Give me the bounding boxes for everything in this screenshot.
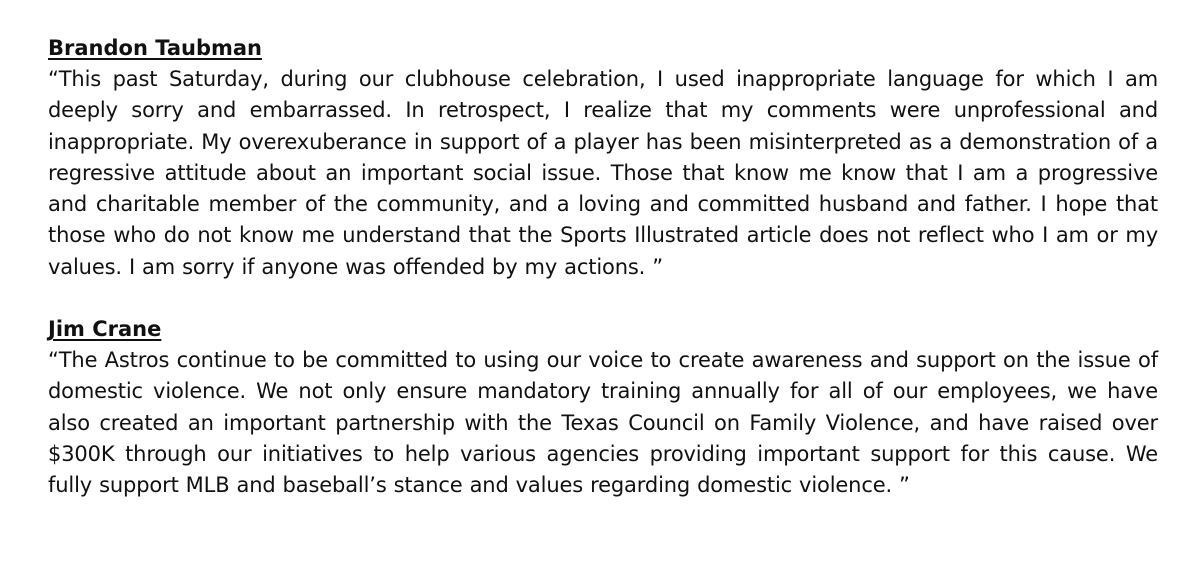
statements-document <box>48 33 1158 502</box>
speaker-name: Brandon Taubman <box>48 36 262 60</box>
statement-quote: “This past Saturday, during our clubhouse celebration, I used inappropriate language for which I am deeply sorry and embarrassed. In retrospect, I realize that my comments were unprofessional and inappropriate. My overexuberance in support of a player has been misinterpreted as a demonstration of a regressive attitude about an important social issue. Those that know me know that I am a progressive and charitable member of the community, and a loving and committed husband and father. I hope that those who do not know me understand that the Sports Illustrated article does not reflect who I am or my values. I am sorry if anyone was offended by my actions. ” <box>48 67 1158 279</box>
statement-crane <box>48 314 1158 501</box>
statement-quote: “The Astros continue to be committed to using our voice to create awareness and support on the issue of domestic violence. We not only ensure mandatory training annually for all of our employees, we have also created an important partnership with the Texas Council on Family Violence, and have raised over $300K through our initiatives to help various agencies providing important support for this cause. We fully support MLB and baseball’s stance and values regarding domestic violence. ” <box>48 348 1158 498</box>
statement-taubman <box>48 33 1158 283</box>
speaker-name: Jim Crane <box>48 317 162 342</box>
